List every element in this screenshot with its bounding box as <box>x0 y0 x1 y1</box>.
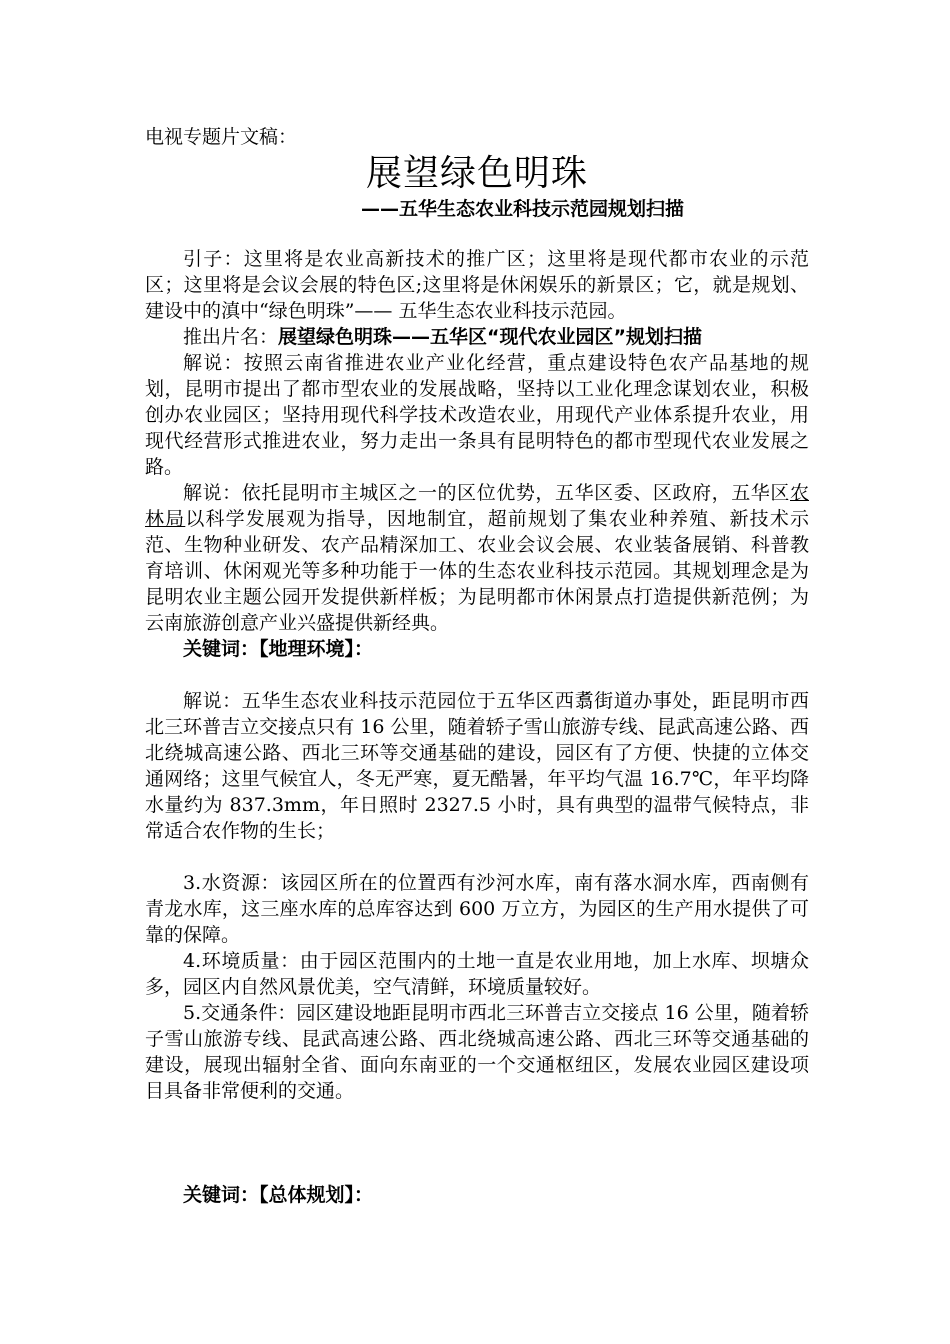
intro-paragraph: 引子：这里将是农业高新技术的推广区；这里将是现代都市农业的示范区；这里将是会议会展的特色区;这里将是休闲娱乐的新景区；它，就是规划、建设中的滇中“绿色明珠”—— 五华生态农业科技示范园。 <box>145 248 809 322</box>
document-body <box>145 124 809 1208</box>
keyword-master-plan: 关键词：【总体规划】： <box>183 1184 374 1206</box>
blank-line <box>145 662 809 688</box>
narration-paragraph-2 <box>145 480 809 636</box>
document-type-label: 电视专题片文稿： <box>145 126 298 148</box>
narration-paragraph-3: 解说：五华生态农业科技示范园位于五华区西翥街道办事处，距昆明市西北三环普吉立交接点只有 16 公里，随着轿子雪山旅游专线、昆武高速公路、西北绕城高速公路、西北三环等交通基础的建设，园区有了方便、快捷的立体交通网络；这里气候宜人，冬无严寒，夏无酷暑，年平均气温 16.7℃，年平均降水量约为 837.3mm，年日照时 2327.5 小时，具有典型的温带气候特点，非常适合农作物的生长； <box>145 690 809 842</box>
document-title: 展望绿色明珠 <box>365 153 588 194</box>
keyword-geography: 关键词：【地理环境】： <box>183 638 374 660</box>
film-name-line <box>145 324 809 350</box>
film-name: 展望绿色明珠——五华区“现代农业园区”规划扫描 <box>278 326 702 348</box>
blank-space <box>145 1104 809 1182</box>
forestry-bureau-link[interactable]: 农林局 <box>145 482 809 530</box>
water-resources-item: 3.水资源：该园区所在的位置西有沙河水库，南有落水洞水库，西南侧有青龙水库，这三座水库的总库容达到 600 万立方，为园区的生产用水提供了可靠的保障。 <box>145 872 809 946</box>
environment-quality-item: 4.环境质量：由于园区范围内的土地一直是农业用地，加上水库、坝塘众多，园区内自然风景优美，空气清鲜，环境质量较好。 <box>145 950 809 998</box>
narration-2-text-b: 以科学发展观为指导，因地制宜，超前规划了集农业种养殖、新技术示范、生物种业研发、农产品精深加工、农业会议会展、农业装备展销、科普教育培训、休闲观光等多种功能于一体的生态农业科技示范园。其规划理念是为昆明农业主题公园开发提供新样板；为昆明都市休闲景点打造提供新范例；为云南旅游创意产业兴盛提供新经典。 <box>145 508 809 634</box>
transport-item: 5.交通条件：园区建设地距昆明市西北三环普吉立交接点 16 公里，随着轿子雪山旅游专线、昆武高速公路、西北绕城高速公路、西北三环等交通基础的建设，展现出辐射全省、面向东南亚的一个交通枢纽区，发展农业园区建设项目具备非常便利的交通。 <box>145 1002 809 1102</box>
blank-line <box>145 844 809 870</box>
document-subtitle: ——五华生态农业科技示范园规划扫描 <box>361 198 685 220</box>
narration-paragraph-1: 解说：按照云南省推进农业产业化经营，重点建设特色农产品基地的规划，昆明市提出了都市型农业的发展战略，坚持以工业化理念谋划农业，积极创办农业园区；坚持用现代科学技术改造农业，用现代产业体系提升农业，用现代经营形式推进农业，努力走出一条具有昆明特色的都市型现代农业发展之路。 <box>145 352 809 478</box>
narration-2-text-a: 解说：依托昆明市主城区之一的区位优势，五华区委、区政府，五华区 <box>183 482 790 504</box>
film-name-prefix: 推出片名： <box>183 326 279 348</box>
